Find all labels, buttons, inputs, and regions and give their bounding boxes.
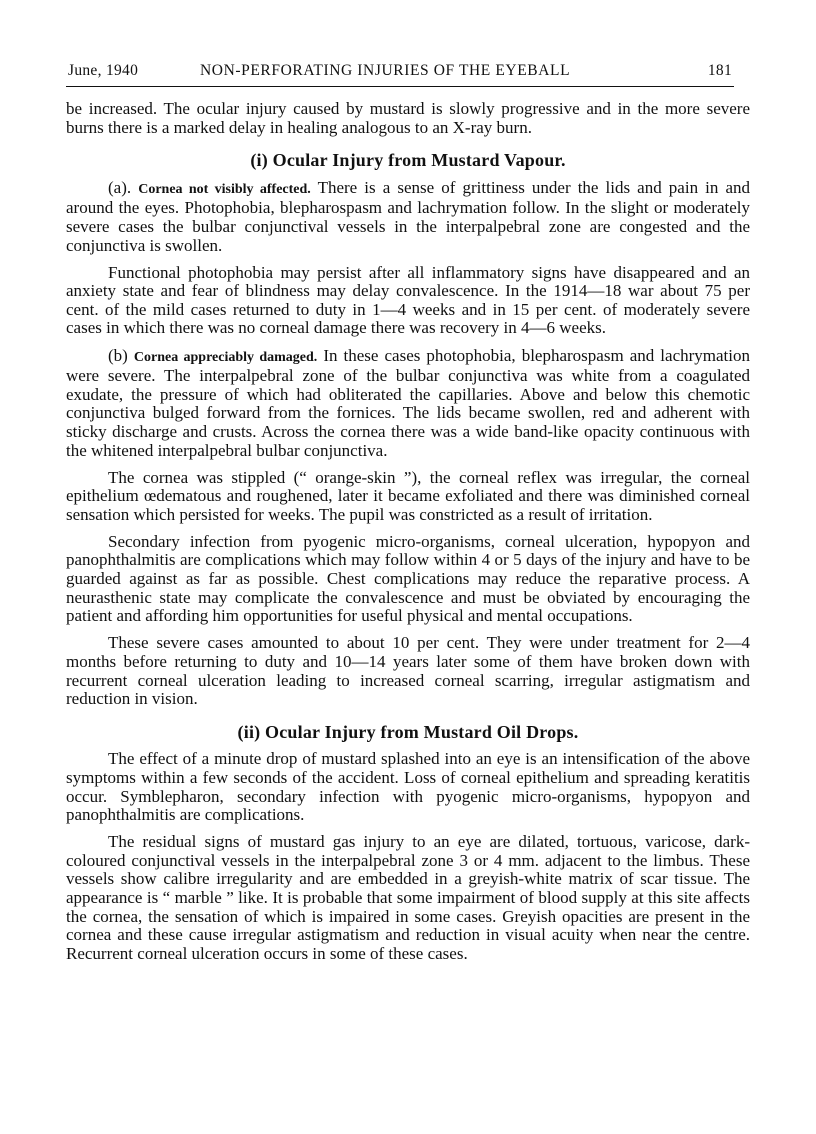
page-number: 181 [707,62,732,79]
header-date: June, 1940 [68,62,139,79]
article-body [66,100,750,972]
subsection-label: (a). [108,177,132,197]
paragraph: be increased. The ocular injury caused by mustard is slowly progressive and in the more severe burns there is a marked delay in healing analogous to an X-ray burn. [66,99,750,137]
paragraph: The residual signs of mustard gas injury to an eye are dilated, tortuous, varicose, dark-coloured conjunctival vessels in the interpalpebral zone 3 or 4 mm. adjacent to the limbus. These vessels show calibre irregularity and are embedded in a greyish-white matrix of scar tissue. The appearance is “ marble ” like. It is probable that some impairment of blood supply at this site affects the cornea, the sensation of which is impaired in some cases. Greyish opacities are present in the cornea and these cause irregular astigmatism and reduction in visual acuity when near the centre. Recurrent corneal ulceration occurs in some of these cases. [66,832,750,963]
subsection-label: (b) [108,345,128,365]
paragraph: Functional photophobia may persist after all inflammatory signs have disappeared and an anxiety state and fear of blindness may delay convalescence. In the 1914—18 war about 75 per cent. of the mild cases returned to duty in 1—4 weeks and in 15 per cent. of moderately severe cases in which there was no corneal damage there was recovery in 4—6 weeks. [66,262,750,338]
section-heading: (ii) Ocular Injury from Mustard Oil Drops. [237,721,579,742]
subsection-heading: Cornea appreciably damaged. [133,349,318,365]
paragraph [66,179,750,255]
paragraph: Secondary infection from pyogenic micro-organisms, corneal ulceration, hypopyon and panophthalmitis are complications which may follow within 4 or 5 days of the injury and have to be guarded against as far as possible. Chest complications may reduce the reparative process. A neurasthenic state may complicate the convalescence and must be obviated by encouraging the patient and affording him opportunities for useful physical and mental occupations. [66,531,750,626]
paragraph: The cornea was stippled (“ orange-skin ”), the corneal reflex was irregular, the corneal epithelium œdematous and roughened, later it became exfoliated and there was diminished corneal sensation which persisted for weeks. The pupil was constricted as a result of irritation. [66,467,750,524]
paragraph: The effect of a minute drop of mustard splashed into an eye is an intensification of the above symptoms within a few seconds of the accident. Loss of corneal epithelium and spreading keratitis occur. Symblepharon, secondary infection with pyogenic micro-organisms, hypopyon and panophthalmitis are complications. [66,749,750,825]
paragraph: These severe cases amounted to about 10 per cent. They were under treatment for 2—4 months before returning to duty and 10—14 years later some of them have broken down with recurrent corneal ulceration leading to increased corneal scarring, irregular astigmatism and reduction in vision. [66,633,750,709]
paragraph [66,347,750,461]
header-title: NON-PERFORATING INJURIES OF THE EYEBALL [200,62,571,79]
section-heading: (i) Ocular Injury from Mustard Vapour. [250,150,566,171]
paragraph-text: There is a sense of grittiness under the lids and pain in and around the eyes. Photophobia, blepharospasm and lachrymation follow. In the slight or moderately severe cases the bulbar conjunctival vessels in the interpalpebral zone are congested and the conjunctiva is swollen. [66,177,751,255]
running-header [66,60,734,87]
paragraph-text: In these cases photophobia, blepharospasm and lachrymation were severe. The interpalpebral zone of the bulbar conjunctiva was white from a coagulated exudate, the pressure of which had obliterated the capillaries. Above and below this chemotic conjunctiva bulged forward from the fornices. The lids became swollen, red and adherent with sticky discharge and crusts. Across the cornea there was a wide band-like opacity continuous with the whitened interpalpebral bulbar conjunctiva. [66,345,750,460]
subsection-heading: Cornea not visibly affected. [138,181,311,197]
